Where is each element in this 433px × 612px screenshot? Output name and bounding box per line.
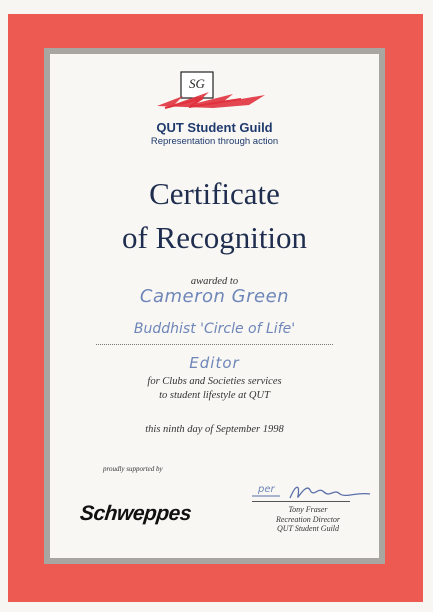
signatory-organization: QUT Student Guild <box>276 524 340 533</box>
certificate-title-line-2: of Recognition <box>121 220 308 255</box>
recipient-club: Buddhist 'Circle of Life' <box>133 321 296 337</box>
sponsor-logo: Schweppes <box>78 502 193 525</box>
signatory-name: Tony Fraser <box>288 505 328 514</box>
organization-tagline: Representation through action <box>150 136 279 147</box>
services-line-1: for Clubs and Societies services <box>147 376 282 387</box>
services-line-2: to student lifestyle at QUT <box>159 390 270 401</box>
signatory-block <box>246 505 370 534</box>
signatory-title: Recreation Director <box>275 514 341 524</box>
date-line: this ninth day of September 1998 <box>145 424 284 435</box>
sponsor-label: proudly supported by <box>103 465 163 473</box>
recipient-role: Editor <box>189 354 240 372</box>
recipient-name: Cameron Green <box>139 286 290 307</box>
signature-line <box>252 501 350 502</box>
signature-per: per <box>258 484 275 495</box>
dotted-name-line <box>96 344 333 345</box>
organization-name: QUT Student Guild <box>156 120 273 135</box>
logo-letters: SG <box>189 76 205 91</box>
red-brush-stroke <box>153 86 273 112</box>
certificate-title-line-1: Certificate <box>149 176 280 211</box>
certificate-body <box>50 54 379 558</box>
services-text <box>50 375 379 403</box>
awarded-to-label: awarded to <box>190 276 239 287</box>
